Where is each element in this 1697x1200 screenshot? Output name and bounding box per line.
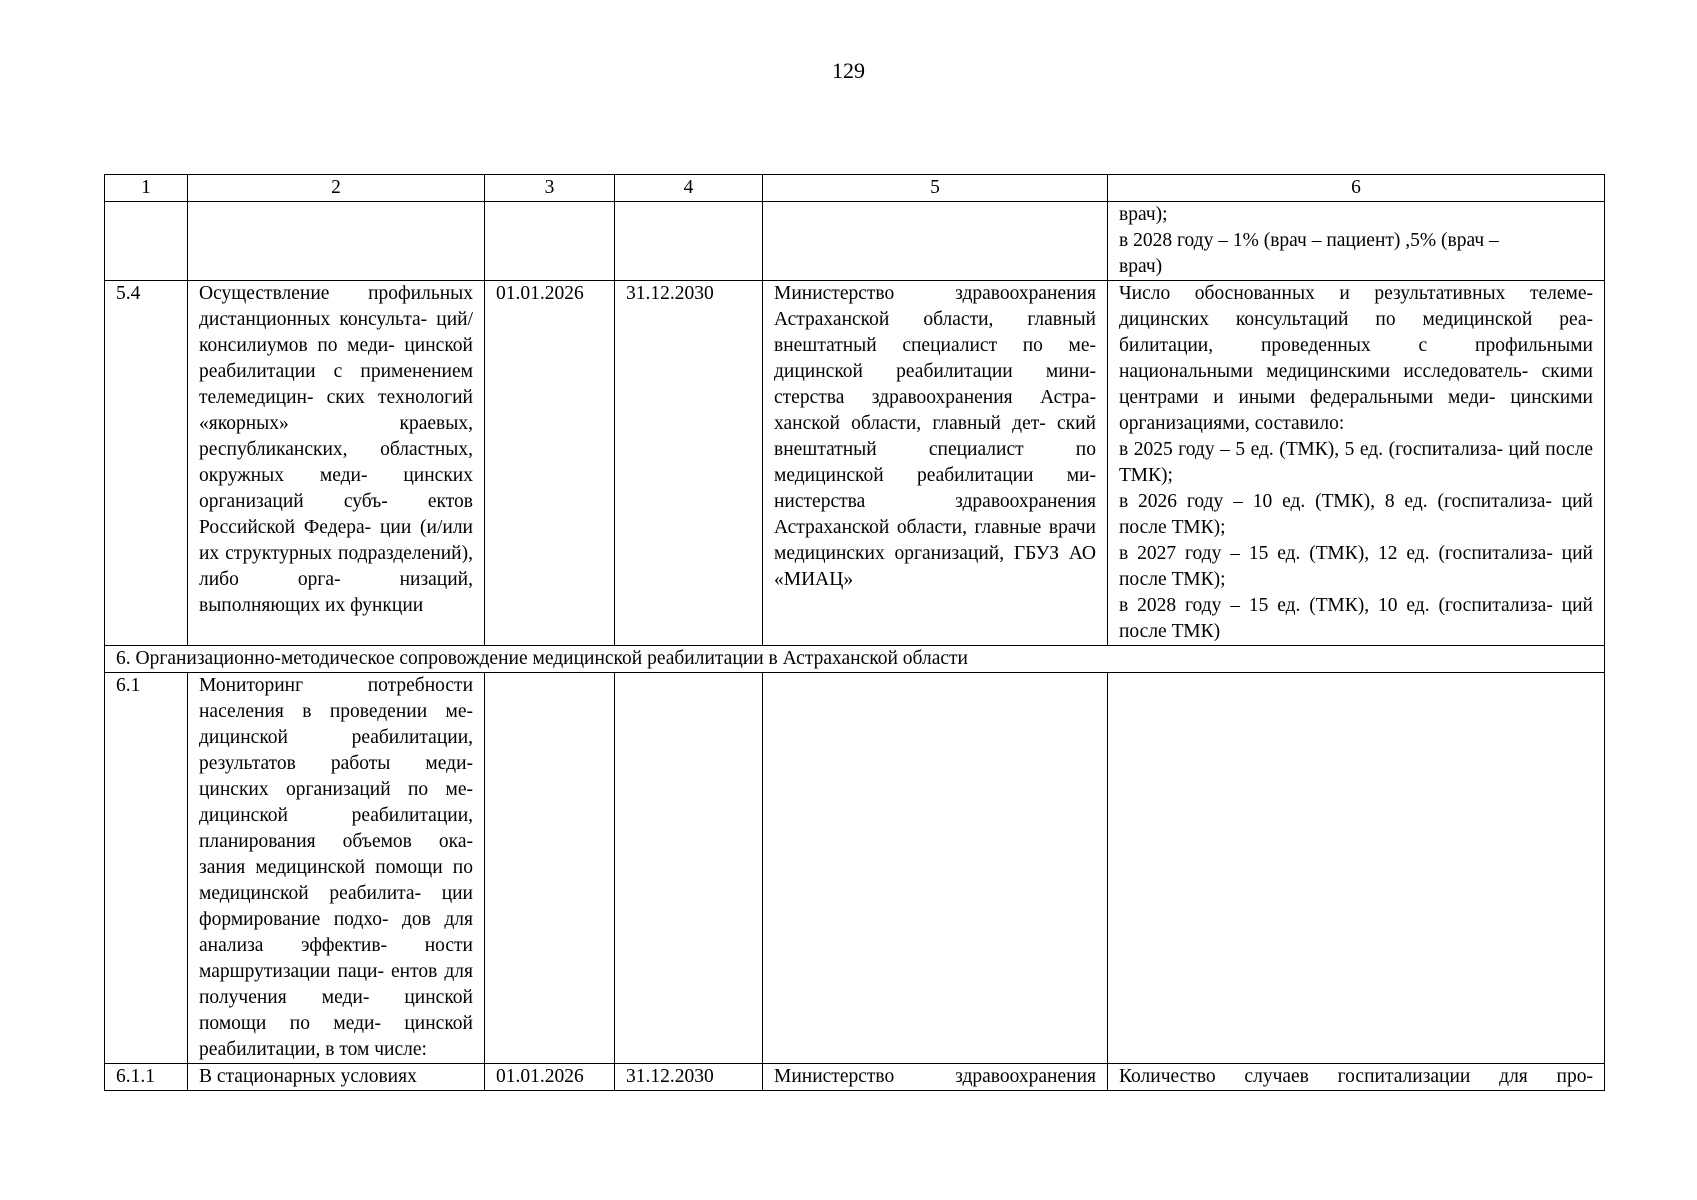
header-cell: 6 [1108, 175, 1605, 202]
result-line: врач) [1119, 256, 1163, 277]
result-cell [1108, 202, 1605, 281]
row-number-cell [105, 202, 188, 281]
table-row [105, 281, 1605, 646]
measures-table [104, 174, 1605, 1091]
responsible-cell [763, 202, 1108, 281]
result-line: в 2028 году – 15 ед. (ТМК), 10 ед. (госпитализа- ций после ТМК) [1119, 595, 1593, 642]
table-header-row [105, 175, 1605, 202]
measure-title-cell: Осуществление профильных дистанционных консульта- ций/консилиумов по меди- цинской реабилитации с применением телемедицин- ских технологий «якорных» краевых, республиканских, областных, окружных меди- цинских организаций субъ- ектов Российской Федера- ции (и/или их структурных подразделений), либо орга- низаций, выполняющих их функции [188, 281, 485, 646]
responsible-cell [763, 673, 1108, 1064]
header-cell: 1 [105, 175, 188, 202]
end-date-cell: 31.12.2030 [615, 1064, 763, 1091]
table-row [105, 1064, 1605, 1091]
responsible-cell: Министерство здравоохранения [763, 1064, 1108, 1091]
header-cell: 4 [615, 175, 763, 202]
responsible-cell: Министерство здравоохранения Астраханской области, главный внештатный специалист по ме- дицинской реабилитации мини- стерства здравоохранения Астра- ханской области, главный дет- ский внештатный специалист по медицинской реабилитации ми- нистерства здравоохранения Астраханской области, главные врачи медицинских организаций, ГБУЗ АО «МИАЦ» [763, 281, 1108, 646]
end-date-cell [615, 673, 763, 1064]
result-line: в 2026 году – 10 ед. (ТМК), 8 ед. (госпитализа- ций после ТМК); [1119, 491, 1593, 538]
header-cell: 3 [485, 175, 615, 202]
row-number-cell: 6.1 [105, 673, 188, 1064]
end-date-cell: 31.12.2030 [615, 281, 763, 646]
start-date-cell [485, 202, 615, 281]
row-number-cell: 5.4 [105, 281, 188, 646]
result-line: в 2028 году – 1% (врач – пациент) ,5% (врач – [1119, 230, 1499, 251]
measure-title-cell: Мониторинг потребности населения в проведении ме- дицинской реабилитации, результатов работы меди- цинских организаций по ме- дицинской реабилитации, планирования объемов ока- зания медицинской помощи по медицинской реабилита- ции формирование подхо- дов для анализа эффектив- ности маршрутизации паци- ентов для получения меди- цинской помощи по меди- цинской реабилитации, в том числе: [188, 673, 485, 1064]
table-row [105, 673, 1605, 1064]
result-line: в 2027 году – 15 ед. (ТМК), 12 ед. (госпитализа- ций после ТМК); [1119, 543, 1593, 590]
result-line: Число обоснованных и результативных телеме- дицинских консультаций по медицинской реа- билитации, проведенных с профильными национальными медицинскими исследователь- скими центрами и иными федеральными меди- цинскими организациями, составило: [1119, 283, 1593, 434]
page-number: 129 [832, 58, 865, 83]
section-row [105, 646, 1605, 673]
result-cell [1108, 673, 1605, 1064]
result-line: в 2025 году – 5 ед. (ТМК), 5 ед. (госпитализа- ций после ТМК); [1119, 439, 1593, 486]
measure-title-cell: В стационарных условиях [188, 1064, 485, 1091]
start-date-cell: 01.01.2026 [485, 281, 615, 646]
section-title: 6. Организационно-методическое сопровождение медицинской реабилитации в Астраханской области [105, 646, 1605, 673]
table-row [105, 202, 1605, 281]
row-number-cell: 6.1.1 [105, 1064, 188, 1091]
measure-title-cell [188, 202, 485, 281]
start-date-cell: 01.01.2026 [485, 1064, 615, 1091]
result-line: врач); [1119, 204, 1168, 225]
result-cell: Количество случаев госпитализации для про- [1108, 1064, 1605, 1091]
result-cell [1108, 281, 1605, 646]
start-date-cell [485, 673, 615, 1064]
end-date-cell [615, 202, 763, 281]
header-cell: 2 [188, 175, 485, 202]
header-cell: 5 [763, 175, 1108, 202]
